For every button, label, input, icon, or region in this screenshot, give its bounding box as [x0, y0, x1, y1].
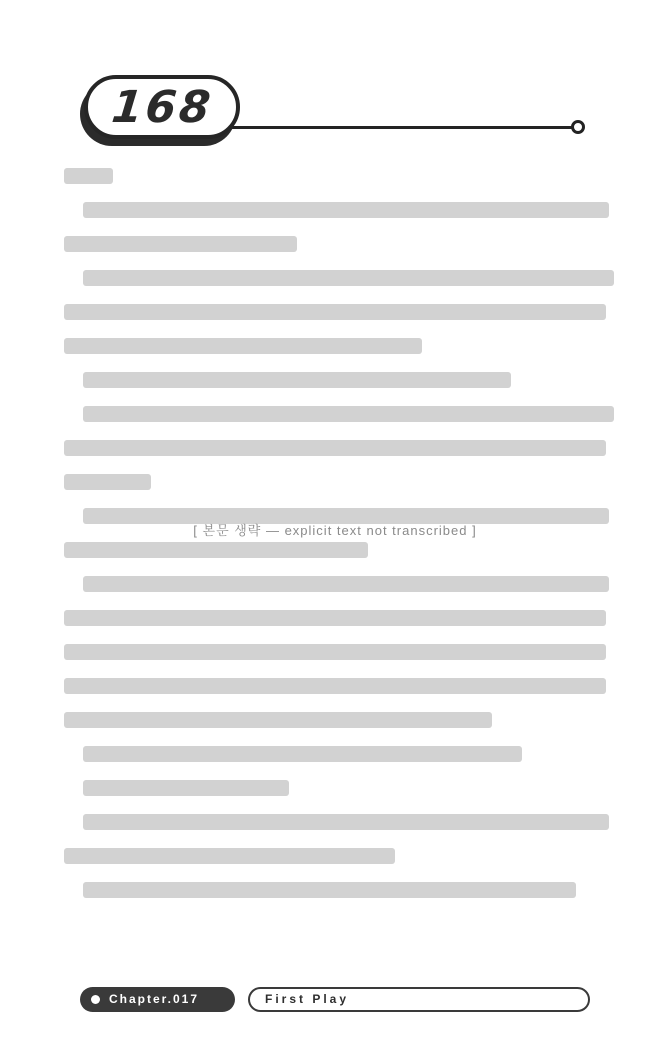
bullet-dot-icon: [91, 995, 100, 1004]
text-line-redacted: [64, 542, 368, 558]
chapter-label: Chapter.017: [109, 992, 200, 1006]
text-line-redacted: [83, 746, 522, 762]
text-line-redacted: [64, 168, 113, 184]
text-line-redacted: [64, 474, 151, 490]
header-rule: [232, 126, 572, 129]
body-text-redacted: [64, 168, 606, 916]
chapter-pill: [80, 987, 235, 1012]
text-line-redacted: [64, 644, 606, 660]
page-number: 168: [108, 81, 216, 133]
redaction-notice: [ 본문 생략 — explicit text not transcribed ]: [193, 523, 477, 538]
text-line-redacted: [83, 780, 289, 796]
page-footer: [80, 986, 590, 1012]
text-line-redacted: [64, 712, 492, 728]
text-line-redacted: [83, 406, 614, 422]
page-number-badge: [84, 75, 240, 139]
section-pill: [248, 987, 590, 1012]
text-line-redacted: [64, 236, 297, 252]
text-line-redacted: [83, 882, 576, 898]
text-line-redacted: [83, 270, 614, 286]
text-line-redacted: [64, 440, 606, 456]
text-line-redacted: [83, 202, 609, 218]
text-line-redacted: [83, 576, 609, 592]
text-line-redacted: [83, 372, 511, 388]
text-line-redacted: [64, 304, 606, 320]
text-line-redacted: [64, 848, 395, 864]
header-rule-end-ring: [571, 120, 585, 134]
text-line-redacted: [64, 610, 606, 626]
text-line-redacted: [83, 814, 609, 830]
section-label: First Play: [265, 992, 350, 1006]
text-line-redacted: [64, 338, 422, 354]
text-line-redacted: [64, 678, 606, 694]
